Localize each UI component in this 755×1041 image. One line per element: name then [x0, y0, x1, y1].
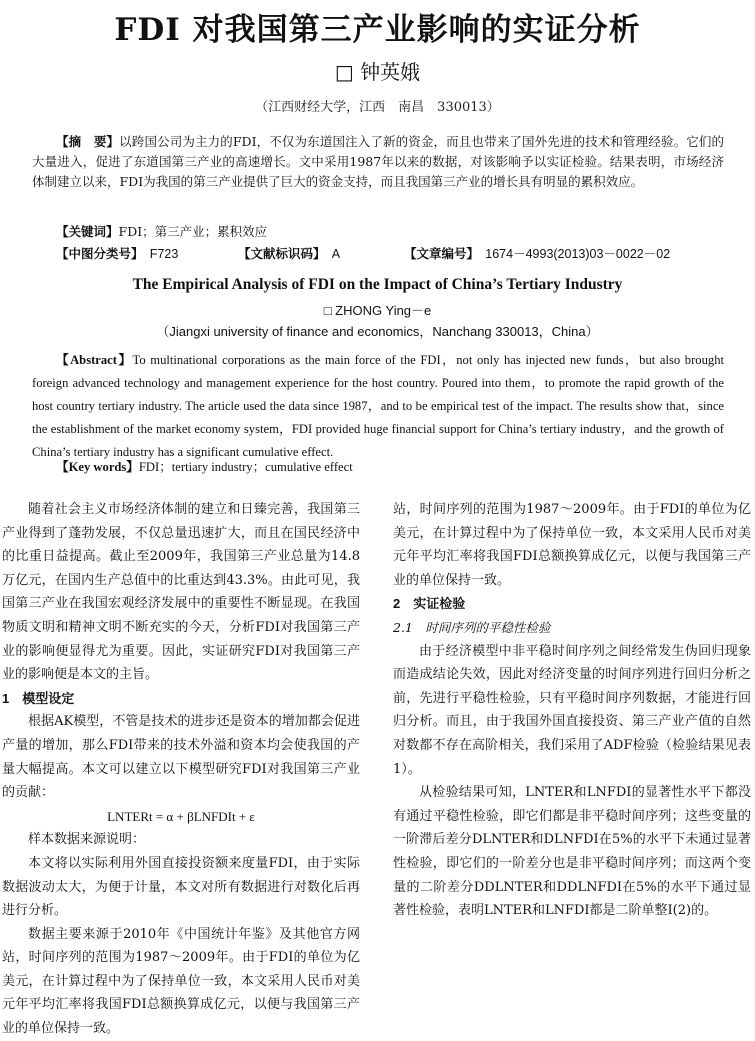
data-source-heading: 样本数据来源说明：	[28, 832, 146, 848]
data-source-paragraph-start: 数据主要来源于2010年《中国统计年鉴》及其他官方网站，时间序列的范围为1987～2009年。由于FDI的单位为亿美元，在计算过程中为了保持单位一致，本文采用人民币对美元年平均汇率将我国FDI总额换算成亿元，以便与我国第三产业的单位保持一致。	[2, 926, 360, 1037]
doc-code-label: 【文献标识码】	[238, 247, 320, 261]
abstract-cn	[32, 132, 724, 192]
article-number-field	[404, 244, 670, 262]
english-affiliation: （Jiangxi university of finance and economics，Nanchang 330013，China）	[156, 324, 599, 339]
model-equation: LNTERt = α + βLNFDIt + ε	[107, 808, 255, 824]
clc-label: 【中图分类号】	[56, 247, 138, 261]
author-name: □ 钟英娥	[334, 60, 421, 84]
fdi-measure-paragraph: 本文将以实际利用外国直接投资额来度量FDI，由于实际数据波动太大，为便于计量，本文对所有数据进行对数化后再进行分析。	[2, 855, 360, 919]
article-number-value: 1674－4993(2013)03－0022－02	[485, 247, 671, 261]
results-paragraph: 从检验结果可知，LNTER和LNFDI的显著性水平下都没有通过平稳性检验，即它们都是非平稳时间序列；这些变量的一阶滞后差分DLNTER和DLNFDI在5%的水平下未通过显著性检验，即它们的一阶差分也是非平稳时间序列；而这两个变量的二阶差分DDLNTER和DDLNFDI在5%的水平下通过显著性检验，表明LNTER和LNFDI都是二阶单整I(2)的。	[393, 785, 751, 919]
paper-title: FDI 对我国第三产业影响的实证分析	[114, 12, 641, 48]
doc-code-field	[238, 244, 340, 262]
abstract-en-label: 【Abstract】	[56, 353, 133, 367]
body-column-left	[2, 498, 360, 1037]
english-author: □ ZHONG Ying－e	[323, 303, 432, 318]
body-column-right	[393, 498, 751, 923]
keywords-en	[56, 456, 353, 475]
clc-value: F723	[149, 247, 179, 261]
keywords-cn	[56, 222, 267, 242]
data-source-paragraph-cont: 站，时间序列的范围为1987～2009年。由于FDI的单位为亿美元，在计算过程中为了保持单位一致，本文采用人民币对美元年平均汇率将我国FDI总额换算成亿元，以便与我国第三产业的单位保持一致。	[393, 502, 751, 588]
section-2-heading: 2 实证检验	[393, 596, 466, 612]
affiliation: （江西财经大学，江西 南昌 330013）	[255, 100, 500, 115]
doc-code-value: A	[331, 247, 341, 261]
keywords-text: FDI；第三产业；累积效应	[118, 224, 268, 239]
abstract-en	[32, 349, 724, 464]
keywords-en-text: FDI；tertiary industry；cumulative effect	[138, 460, 353, 474]
english-title: The Empirical Analysis of FDI on the Impact of China’s Tertiary Industry	[132, 276, 623, 293]
section-2-1-heading: 2.1 时间序列的平稳性检验	[393, 619, 551, 635]
model-paragraph: 根据AK模型，不管是技术的进步还是资本的增加都会促进产量的增加，那么FDI带来的技术外溢和资本均会使我国的产量大幅提高。本文可以建立以下模型研究FDI对我国第三产业的贡献：	[2, 714, 360, 801]
clc-field	[56, 244, 178, 262]
keywords-en-label: 【Key words】	[56, 460, 139, 474]
section-1-heading: 1 模型设定	[2, 690, 75, 706]
abstract-text: 以跨国公司为主力的FDI，不仅为东道国注入了新的资金，而且也带来了国外先进的技术和管理经验。它们的大量进入，促进了东道国第三产业的高速增长。文中采用1987年以来的数据，对该影响予以实证检验。结果表明，市场经济体制建立以来，FDI为我国的第三产业提供了巨大的资金支持，而且我国第三产业的增长具有明显的累积效应。	[32, 134, 724, 189]
article-number-label: 【文章编号】	[404, 247, 473, 261]
abstract-en-text: To multinational corporations as the main force of the FDI，not only has injected new funds，but also brought foreign advanced technology and management experience for the host country. Poured into them，to promote the rapid growth of the host country tertiary industry. The article used the data since 1987，and to be empirical test of the impact. The results show that，since the establishment of the market economy system，FDI provided huge financial support for China’s tertiary industry，and the growth of China’s tertiary industry has a significant cumulative effect.	[32, 353, 724, 459]
stationarity-paragraph: 由于经济模型中非平稳时间序列之间经常发生伪回归现象而造成结论失效，因此对经济变量的时间序列进行回归分析之前，先进行平稳性检验，只有平稳时间序列数据，才能进行回归分析。而且，由于我国外国直接投资、第三产业产值的自然对数都不存在高阶相关，我们采用了ADF检验（检验结果见表1）。	[393, 643, 751, 777]
keywords-label: 【关键词】	[56, 224, 119, 239]
abstract-label: 【摘 要】	[56, 134, 120, 149]
intro-paragraph: 随着社会主义市场经济体制的建立和日臻完善，我国第三产业得到了蓬勃发展，不仅总量迅速扩大，而且在国民经济中的比重日益提高。截止至2009年，我国第三产业总量为14.8万亿元，在国内生产总值中的比重达到43.3%。由此可见，我国第三产业在我国宏观经济发展中的重要性不断显现。在我国物质文明和精神文明不断充实的今天，分析FDI对我国第三产业的影响便显得尤为重要。因此，实证研究FDI对我国第三产业的影响便是本文的主旨。	[2, 502, 360, 683]
